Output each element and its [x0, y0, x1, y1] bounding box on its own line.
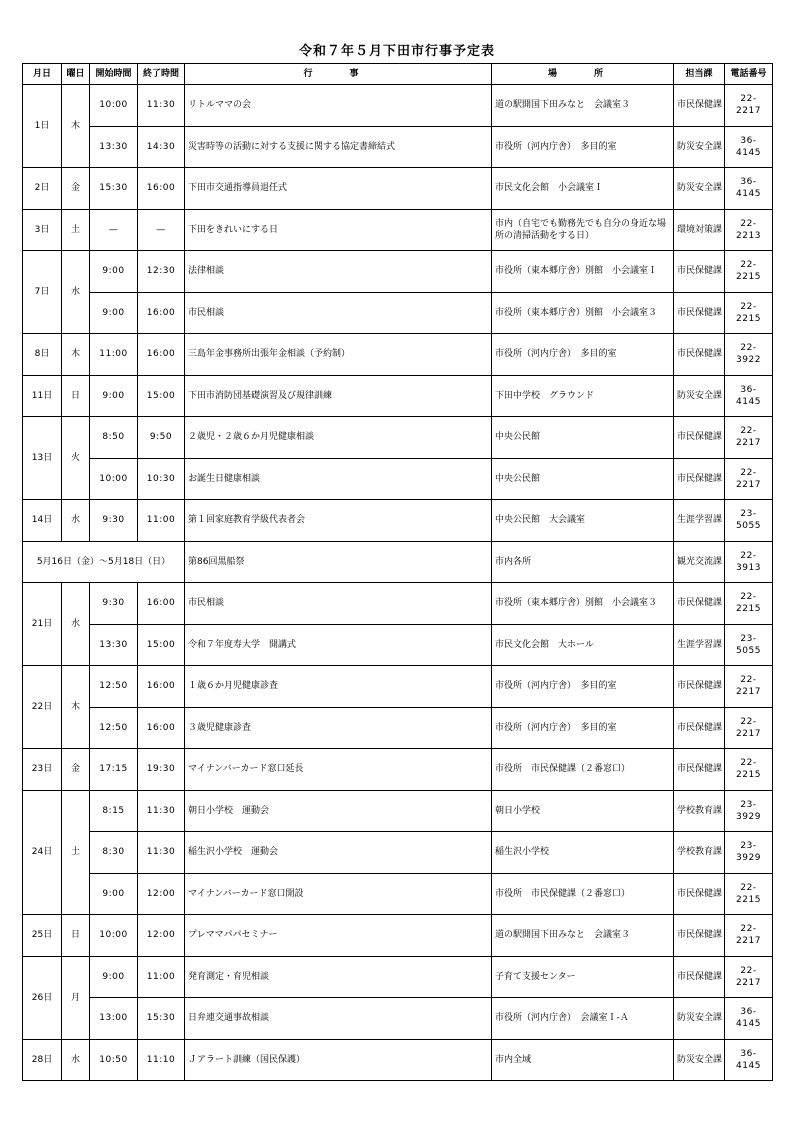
place-cell: 中央公民館	[492, 417, 674, 459]
event-cell: お誕生日健康相談	[185, 458, 492, 500]
end-time-cell: 15:00	[138, 375, 185, 417]
end-time-cell: 16:00	[138, 707, 185, 749]
place-cell: 市内全域	[492, 1039, 674, 1081]
header-dept: 担当課	[674, 64, 725, 85]
weekday-cell: 月	[62, 956, 90, 1039]
header-end: 終了時間	[138, 64, 185, 85]
event-cell: リトルママの会	[185, 85, 492, 127]
event-cell: 発育測定・育児相談	[185, 956, 492, 998]
date-cell: 3日	[23, 209, 62, 251]
event-cell: 三島年金事務所出張年金相談（予約制）	[185, 334, 492, 376]
place-cell: 市内（自宅でも勤務先でも自分の身近な場所の清掃活動をする日）	[492, 209, 674, 251]
tel-cell: 22-2217	[725, 707, 773, 749]
start-time-cell: 8:50	[90, 417, 138, 459]
end-time-cell: 14:30	[138, 126, 185, 168]
place-cell: 稲生沢小学校	[492, 832, 674, 874]
event-cell: ２歳児・２歳６か月児健康相談	[185, 417, 492, 459]
tel-cell: 22-2215	[725, 292, 773, 334]
place-cell: 市役所（河内庁舎） 多目的室	[492, 334, 674, 376]
end-time-cell: 9:50	[138, 417, 185, 459]
tel-cell: 23-5055	[725, 624, 773, 666]
table-row	[23, 541, 773, 583]
dept-cell: 生涯学習課	[674, 500, 725, 542]
schedule-table	[22, 63, 773, 1081]
end-time-cell: 11:00	[138, 956, 185, 998]
end-time-cell: 12:00	[138, 915, 185, 957]
tel-cell: 22-2217	[725, 458, 773, 500]
table-row	[23, 292, 773, 334]
weekday-cell: 木	[62, 666, 90, 749]
header-tel: 電話番号	[725, 64, 773, 85]
dept-cell: 市民保健課	[674, 251, 725, 293]
dept-cell: 市民保健課	[674, 417, 725, 459]
event-cell: マイナンバーカード窓口開設	[185, 873, 492, 915]
weekday-cell: 水	[62, 251, 90, 334]
dept-cell: 市民保健課	[674, 666, 725, 708]
table-row	[23, 873, 773, 915]
date-cell: 1日	[23, 85, 62, 168]
place-cell: 中央公民館	[492, 458, 674, 500]
place-cell: 道の駅開国下田みなと 会議室３	[492, 915, 674, 957]
date-cell: 11日	[23, 375, 62, 417]
table-row	[23, 624, 773, 666]
tel-cell: 22-2215	[725, 749, 773, 791]
end-time-cell: 12:30	[138, 251, 185, 293]
end-time-cell: 11:00	[138, 500, 185, 542]
end-time-cell: 11:30	[138, 832, 185, 874]
dept-cell: 生涯学習課	[674, 624, 725, 666]
event-cell: 第１回家庭教育学級代表者会	[185, 500, 492, 542]
end-time-cell: 11:30	[138, 85, 185, 127]
header-date: 月日	[23, 64, 62, 85]
start-time-cell: —	[90, 209, 138, 251]
date-cell: 21日	[23, 583, 62, 666]
place-cell: 市役所 市民保健課（２番窓口）	[492, 749, 674, 791]
tel-cell: 23-3929	[725, 790, 773, 832]
tel-cell: 36-4145	[725, 375, 773, 417]
table-row	[23, 998, 773, 1040]
weekday-cell: 水	[62, 1039, 90, 1081]
start-time-cell: 10:00	[90, 85, 138, 127]
table-row	[23, 749, 773, 791]
start-time-cell: 10:50	[90, 1039, 138, 1081]
dept-cell: 市民保健課	[674, 956, 725, 998]
place-cell: 市民文化会館 小会議室Ｉ	[492, 168, 674, 210]
weekday-cell: 土	[62, 209, 90, 251]
end-time-cell: 10:30	[138, 458, 185, 500]
tel-cell: 22-2215	[725, 251, 773, 293]
start-time-cell: 8:30	[90, 832, 138, 874]
dept-cell: 市民保健課	[674, 583, 725, 625]
event-cell: 災害時等の活動に対する支援に関する協定書締結式	[185, 126, 492, 168]
event-cell: 日弁連交通事故相談	[185, 998, 492, 1040]
tel-cell: 36-4145	[725, 168, 773, 210]
date-cell: 2日	[23, 168, 62, 210]
start-time-cell: 15:30	[90, 168, 138, 210]
table-row	[23, 666, 773, 708]
end-time-cell: 11:30	[138, 790, 185, 832]
dept-cell: 学校教育課	[674, 832, 725, 874]
weekday-cell: 土	[62, 790, 90, 915]
date-cell: 13日	[23, 417, 62, 500]
tel-cell: 22-2217	[725, 85, 773, 127]
start-time-cell: 10:00	[90, 458, 138, 500]
date-cell: 8日	[23, 334, 62, 376]
tel-cell: 22-2217	[725, 417, 773, 459]
event-cell: 法律相談	[185, 251, 492, 293]
dept-cell: 市民保健課	[674, 749, 725, 791]
weekday-cell: 金	[62, 168, 90, 210]
table-row	[23, 500, 773, 542]
tel-cell: 22-2215	[725, 583, 773, 625]
place-cell: 市役所（東本郷庁舎）別館 小会議室３	[492, 583, 674, 625]
end-time-cell: 12:00	[138, 873, 185, 915]
table-row	[23, 915, 773, 957]
table-row	[23, 790, 773, 832]
table-row	[23, 417, 773, 459]
dept-cell: 市民保健課	[674, 334, 725, 376]
weekday-cell: 水	[62, 583, 90, 666]
start-time-cell: 12:50	[90, 666, 138, 708]
tel-cell: 22-2213	[725, 209, 773, 251]
tel-cell: 22-2217	[725, 915, 773, 957]
event-cell: 市民相談	[185, 292, 492, 334]
start-time-cell: 17:15	[90, 749, 138, 791]
event-cell: Ｊアラート訓練（国民保護）	[185, 1039, 492, 1081]
dept-cell: 防災安全課	[674, 998, 725, 1040]
date-cell: 25日	[23, 915, 62, 957]
start-time-cell: 9:00	[90, 956, 138, 998]
tel-cell: 23-5055	[725, 500, 773, 542]
event-cell: 稲生沢小学校 運動会	[185, 832, 492, 874]
place-cell: 市役所（東本郷庁舎）別館 小会議室Ｉ	[492, 251, 674, 293]
tel-cell: 22-3922	[725, 334, 773, 376]
dept-cell: 学校教育課	[674, 790, 725, 832]
header-weekday: 曜日	[62, 64, 90, 85]
dept-cell: 市民保健課	[674, 458, 725, 500]
start-time-cell: 9:00	[90, 251, 138, 293]
place-cell: 道の駅開国下田みなと 会議室３	[492, 85, 674, 127]
place-cell: 市役所（河内庁舎） 多目的室	[492, 707, 674, 749]
table-row	[23, 126, 773, 168]
place-cell: 朝日小学校	[492, 790, 674, 832]
dept-cell: 市民保健課	[674, 292, 725, 334]
start-time-cell: 13:00	[90, 998, 138, 1040]
event-cell: 令和７年度寿大学 開講式	[185, 624, 492, 666]
table-row	[23, 168, 773, 210]
start-time-cell: 10:00	[90, 915, 138, 957]
date-range-cell: 5月16日（金）～5月18日（日）	[23, 541, 185, 583]
tel-cell: 36-4145	[725, 998, 773, 1040]
place-cell: 市役所 市民保健課（２番窓口）	[492, 873, 674, 915]
place-cell: 市内各所	[492, 541, 674, 583]
dept-cell: 観光交流課	[674, 541, 725, 583]
end-time-cell: 16:00	[138, 168, 185, 210]
dept-cell: 防災安全課	[674, 375, 725, 417]
weekday-cell: 水	[62, 500, 90, 542]
date-cell: 22日	[23, 666, 62, 749]
start-time-cell: 13:30	[90, 624, 138, 666]
end-time-cell: 15:00	[138, 624, 185, 666]
place-cell: 市役所（河内庁舎） 会議室Ｉ-Ａ	[492, 998, 674, 1040]
tel-cell: 23-3929	[725, 832, 773, 874]
dept-cell: 市民保健課	[674, 85, 725, 127]
end-time-cell: 19:30	[138, 749, 185, 791]
date-cell: 7日	[23, 251, 62, 334]
dept-cell: 市民保健課	[674, 915, 725, 957]
dept-cell: 防災安全課	[674, 126, 725, 168]
place-cell: 市役所（河内庁舎） 多目的室	[492, 666, 674, 708]
event-cell: ３歳児健康診査	[185, 707, 492, 749]
place-cell: 市役所（河内庁舎） 多目的室	[492, 126, 674, 168]
end-time-cell: 11:10	[138, 1039, 185, 1081]
date-cell: 28日	[23, 1039, 62, 1081]
end-time-cell: 16:00	[138, 666, 185, 708]
tel-cell: 22-2215	[725, 873, 773, 915]
weekday-cell: 金	[62, 749, 90, 791]
event-cell: 朝日小学校 運動会	[185, 790, 492, 832]
tel-cell: 22-2217	[725, 666, 773, 708]
header-event: 行 事	[185, 64, 492, 85]
start-time-cell: 9:30	[90, 583, 138, 625]
place-cell: 市役所（東本郷庁舎）別館 小会議室３	[492, 292, 674, 334]
dept-cell: 市民保健課	[674, 707, 725, 749]
event-cell: 第86回黒船祭	[185, 541, 492, 583]
start-time-cell: 13:30	[90, 126, 138, 168]
date-cell: 24日	[23, 790, 62, 915]
header-row	[23, 64, 773, 85]
table-row	[23, 707, 773, 749]
start-time-cell: 9:30	[90, 500, 138, 542]
dept-cell: 防災安全課	[674, 168, 725, 210]
table-row	[23, 85, 773, 127]
event-cell: １歳６か月児健康診査	[185, 666, 492, 708]
event-cell: 下田をきれいにする日	[185, 209, 492, 251]
table-row	[23, 209, 773, 251]
table-row	[23, 334, 773, 376]
start-time-cell: 12:50	[90, 707, 138, 749]
start-time-cell: 9:00	[90, 873, 138, 915]
start-time-cell: 11:00	[90, 334, 138, 376]
date-cell: 23日	[23, 749, 62, 791]
table-row	[23, 832, 773, 874]
page-title: 令和７年５月下田市行事予定表	[298, 44, 495, 59]
table-row	[23, 1039, 773, 1081]
place-cell: 下田中学校 グラウンド	[492, 375, 674, 417]
tel-cell: 36-4145	[725, 1039, 773, 1081]
dept-cell: 環境対策課	[674, 209, 725, 251]
place-cell: 子育て支援センター	[492, 956, 674, 998]
table-row	[23, 956, 773, 998]
place-cell: 市民文化会館 大ホール	[492, 624, 674, 666]
date-cell: 14日	[23, 500, 62, 542]
header-place: 場 所	[492, 64, 674, 85]
header-start: 開始時間	[90, 64, 138, 85]
tel-cell: 36-4145	[725, 126, 773, 168]
weekday-cell: 木	[62, 85, 90, 168]
event-cell: 下田市消防団基礎演習及び規律訓練	[185, 375, 492, 417]
table-row	[23, 375, 773, 417]
table-row	[23, 583, 773, 625]
end-time-cell: 15:30	[138, 998, 185, 1040]
end-time-cell: 16:00	[138, 583, 185, 625]
event-cell: プレママパパセミナー	[185, 915, 492, 957]
dept-cell: 市民保健課	[674, 873, 725, 915]
start-time-cell: 8:15	[90, 790, 138, 832]
date-cell: 26日	[23, 956, 62, 1039]
start-time-cell: 9:00	[90, 375, 138, 417]
weekday-cell: 日	[62, 915, 90, 957]
end-time-cell: 16:00	[138, 292, 185, 334]
schedule-body	[23, 85, 773, 1081]
event-cell: 市民相談	[185, 583, 492, 625]
end-time-cell: 16:00	[138, 334, 185, 376]
place-cell: 中央公民館 大会議室	[492, 500, 674, 542]
table-row	[23, 251, 773, 293]
table-row	[23, 458, 773, 500]
event-cell: 下田市交通指導員退任式	[185, 168, 492, 210]
end-time-cell: —	[138, 209, 185, 251]
start-time-cell: 9:00	[90, 292, 138, 334]
tel-cell: 22-2217	[725, 956, 773, 998]
weekday-cell: 火	[62, 417, 90, 500]
weekday-cell: 日	[62, 375, 90, 417]
dept-cell: 防災安全課	[674, 1039, 725, 1081]
weekday-cell: 木	[62, 334, 90, 376]
event-cell: マイナンバーカード窓口延長	[185, 749, 492, 791]
tel-cell: 22-3913	[725, 541, 773, 583]
